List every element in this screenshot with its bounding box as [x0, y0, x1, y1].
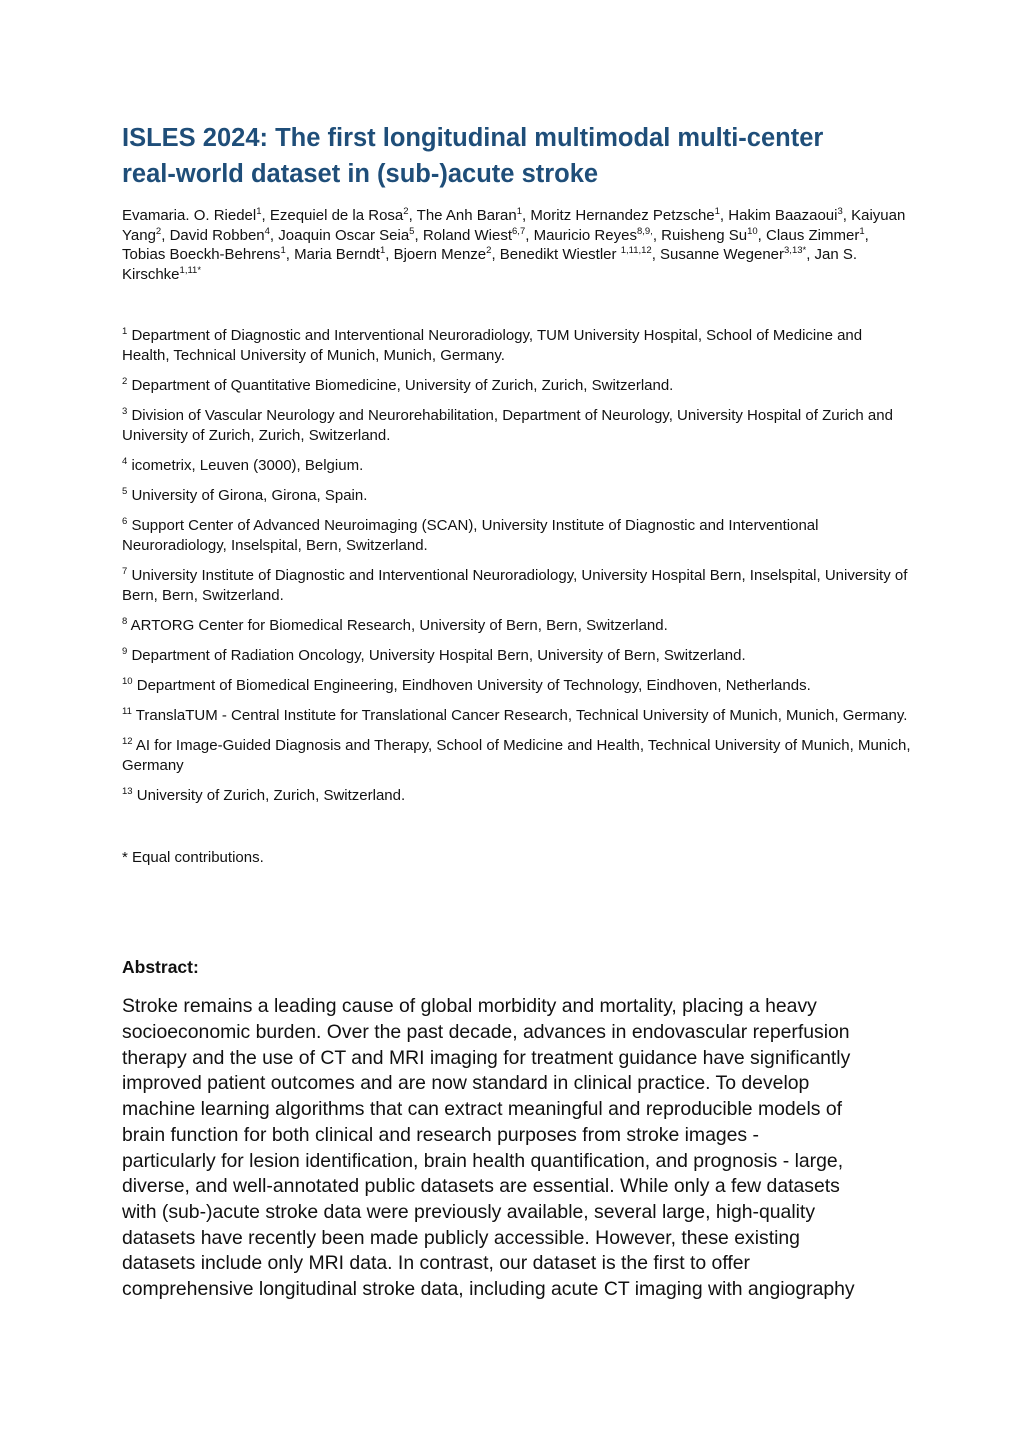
- author-separator: ,: [864, 226, 869, 244]
- affiliation-item: [122, 456, 912, 476]
- affiliation-text: Department of Radiation Oncology, University Hospital Bern, University of Bern, Switzerland.: [127, 647, 746, 665]
- affiliation-number: 13: [122, 786, 133, 798]
- affiliation-item: [122, 326, 912, 366]
- author-separator: ,: [491, 246, 500, 264]
- affiliation-number: 5: [122, 486, 128, 498]
- affiliation-number: 9: [122, 646, 128, 658]
- author-name: Joaquin Oscar Seia: [278, 226, 410, 244]
- author-affiliation-marker: 1: [280, 245, 286, 257]
- affiliation-item: [122, 706, 912, 726]
- affiliation-text: Division of Vascular Neurology and Neurorehabilitation, Department of Neurology, University Hospital of Zurich and University of Zurich, Zurich, Switzerland.: [122, 407, 893, 445]
- author-name: Ruisheng Su: [661, 226, 748, 244]
- author-separator: ,: [385, 246, 394, 264]
- affiliation-number: 4: [122, 456, 128, 468]
- affiliation-number: 8: [122, 616, 128, 628]
- author-affiliation-marker: 1,11*: [179, 264, 202, 276]
- author-name: David Robben: [169, 226, 265, 244]
- affiliation-number: 3: [122, 406, 128, 418]
- author-separator: ,: [522, 207, 531, 224]
- author-affiliation-marker: 2: [403, 206, 409, 217]
- author-name: Evamaria. O. Riedel: [122, 207, 257, 224]
- author-affiliation-marker: 1: [379, 245, 386, 257]
- affiliation-item: [122, 486, 912, 506]
- author-affiliation-marker: 1: [714, 206, 720, 217]
- affiliation-text: University Institute of Diagnostic and Interventional Neuroradiology, University Hospital Bern, Inselspital, University of Bern, Bern, Switzerland.: [122, 567, 908, 605]
- title-line-2: real-world dataset in (sub-)acute stroke: [122, 160, 599, 188]
- author-separator: ,: [269, 226, 279, 244]
- author-name: Roland Wiest: [422, 226, 513, 244]
- author-separator: ,: [525, 226, 534, 244]
- author-separator: ,: [719, 207, 729, 224]
- affiliation-list: [122, 326, 912, 806]
- author-affiliation-marker: 5: [409, 225, 415, 237]
- affiliation-number: 7: [122, 566, 128, 578]
- equal-contributions-note: * Equal contributions.: [122, 849, 264, 867]
- title-line-1: ISLES 2024: The first longitudinal multimodal multi-center: [122, 124, 824, 152]
- author-affiliation-marker: 2: [486, 245, 492, 257]
- affiliation-number: 2: [122, 376, 128, 388]
- author-name: Maria Berndt: [294, 246, 380, 264]
- author-list: [122, 206, 912, 284]
- author-name: Benedikt Wiestler: [499, 246, 621, 264]
- abstract-heading: Abstract:: [122, 957, 199, 978]
- paper-page: [122, 120, 912, 1303]
- author-name: Moritz Hernandez Petzsche: [530, 207, 715, 224]
- author-name: Susanne Wegener: [660, 246, 785, 264]
- author-separator: ,: [842, 207, 852, 224]
- author-separator: ,: [261, 207, 270, 224]
- affiliation-item: [122, 616, 912, 636]
- author-separator: ,: [161, 226, 170, 244]
- author-name: Bjoern Menze: [393, 246, 487, 264]
- affiliation-item: [122, 786, 912, 806]
- affiliation-item: [122, 676, 912, 696]
- author-name: Claus Zimmer: [765, 226, 860, 244]
- affiliation-text: AI for Image-Guided Diagnosis and Therapy, School of Medicine and Health, Technical University of Munich, Munich, Germany: [122, 737, 911, 775]
- author-separator: ,: [652, 226, 662, 244]
- author-affiliation-marker: 8,9,: [636, 225, 653, 237]
- author-name: Jan S. Kirschke: [122, 246, 858, 283]
- author-name: Kaiyuan Yang: [122, 207, 906, 244]
- author-name: Ezequiel de la Rosa: [269, 207, 404, 224]
- author-name: Hakim Baazaoui: [728, 207, 838, 224]
- affiliation-item: [122, 646, 912, 666]
- affiliation-text: Department of Quantitative Biomedicine, University of Zurich, Zurich, Switzerland.: [127, 377, 674, 395]
- affiliation-text: ARTORG Center for Biomedical Research, University of Bern, Bern, Switzerland.: [127, 617, 668, 635]
- author-affiliation-marker: 1: [516, 206, 523, 217]
- affiliation-item: [122, 566, 912, 606]
- author-affiliation-marker: 6,7: [512, 225, 526, 237]
- author-affiliation-marker: 10: [747, 225, 758, 237]
- affiliation-text: Department of Diagnostic and Interventional Neuroradiology, TUM University Hospital, School of Medicine and Health, Technical University of Munich, Munich, Germany.: [122, 327, 863, 365]
- affiliation-text: Department of Biomedical Engineering, Eindhoven University of Technology, Eindhoven, Netherlands.: [132, 677, 811, 695]
- affiliation-text: Support Center of Advanced Neuroimaging (SCAN), University Institute of Diagnostic and Interventional Neuroradiology, Inselspital, Bern, Switzerland.: [122, 517, 819, 555]
- author-separator: ,: [651, 246, 661, 264]
- author-name: Mauricio Reyes: [533, 226, 637, 244]
- author-affiliation-marker: 3,13*: [784, 245, 807, 257]
- affiliation-item: [122, 736, 912, 776]
- affiliation-number: 10: [122, 676, 133, 688]
- author-separator: ,: [414, 226, 423, 244]
- author-affiliation-marker: 1: [256, 206, 262, 217]
- author-affiliation-marker: 1,11,12: [620, 245, 652, 257]
- abstract-text: Stroke remains a leading cause of global morbidity and mortality, placing a heavy socioeconomic burden. Over the past decade, advances in endovascular reperfusion therapy and the use of CT and MRI imaging for treatment guidance have significantly improved patient outcomes and are now standard in clinical practice. To develop machine learning algorithms that can extract meaningful and reproducible models of brain function for both clinical and research purposes from stroke images - particularly for lesion identification, brain health quantification, and prognosis - large, diverse, and well-annotated public datasets are essential. While only a few datasets with (sub-)acute stroke data were previously available, several large, high-quality datasets have recently been made publicly accessible. However, these existing datasets include only MRI data. In contrast, our dataset is the first to offer comprehensive longitudinal stroke data, including acute CT imaging with angiography: [122, 995, 855, 1301]
- affiliation-text: University of Zurich, Zurich, Switzerland.: [132, 787, 406, 805]
- affiliation-text: TranslaTUM - Central Institute for Translational Cancer Research, Technical University of Munich, Munich, Germany.: [131, 707, 908, 725]
- affiliation-item: [122, 406, 912, 446]
- affiliation-item: [122, 516, 912, 556]
- author-separator: ,: [408, 207, 417, 224]
- author-separator: ,: [757, 226, 766, 244]
- author-affiliation-marker: 1: [859, 225, 865, 237]
- affiliation-text: icometrix, Leuven (3000), Belgium.: [127, 457, 364, 475]
- affiliation-number: 1: [122, 326, 128, 338]
- affiliation-item: [122, 376, 912, 396]
- author-affiliation-marker: 2: [155, 225, 162, 237]
- author-affiliation-marker: 3: [837, 206, 843, 217]
- author-name: Tobias Boeckh-Behrens: [122, 246, 281, 264]
- author-separator: ,: [285, 246, 295, 264]
- affiliation-text: University of Girona, Girona, Spain.: [127, 487, 368, 505]
- affiliation-number: 12: [122, 736, 133, 748]
- author-separator: ,: [806, 246, 815, 264]
- affiliation-number: 6: [122, 516, 128, 528]
- affiliation-number: 11: [122, 706, 132, 718]
- author-affiliation-marker: 4: [264, 225, 270, 237]
- author-name: The Anh Baran: [416, 207, 517, 224]
- paper-title: [122, 120, 912, 192]
